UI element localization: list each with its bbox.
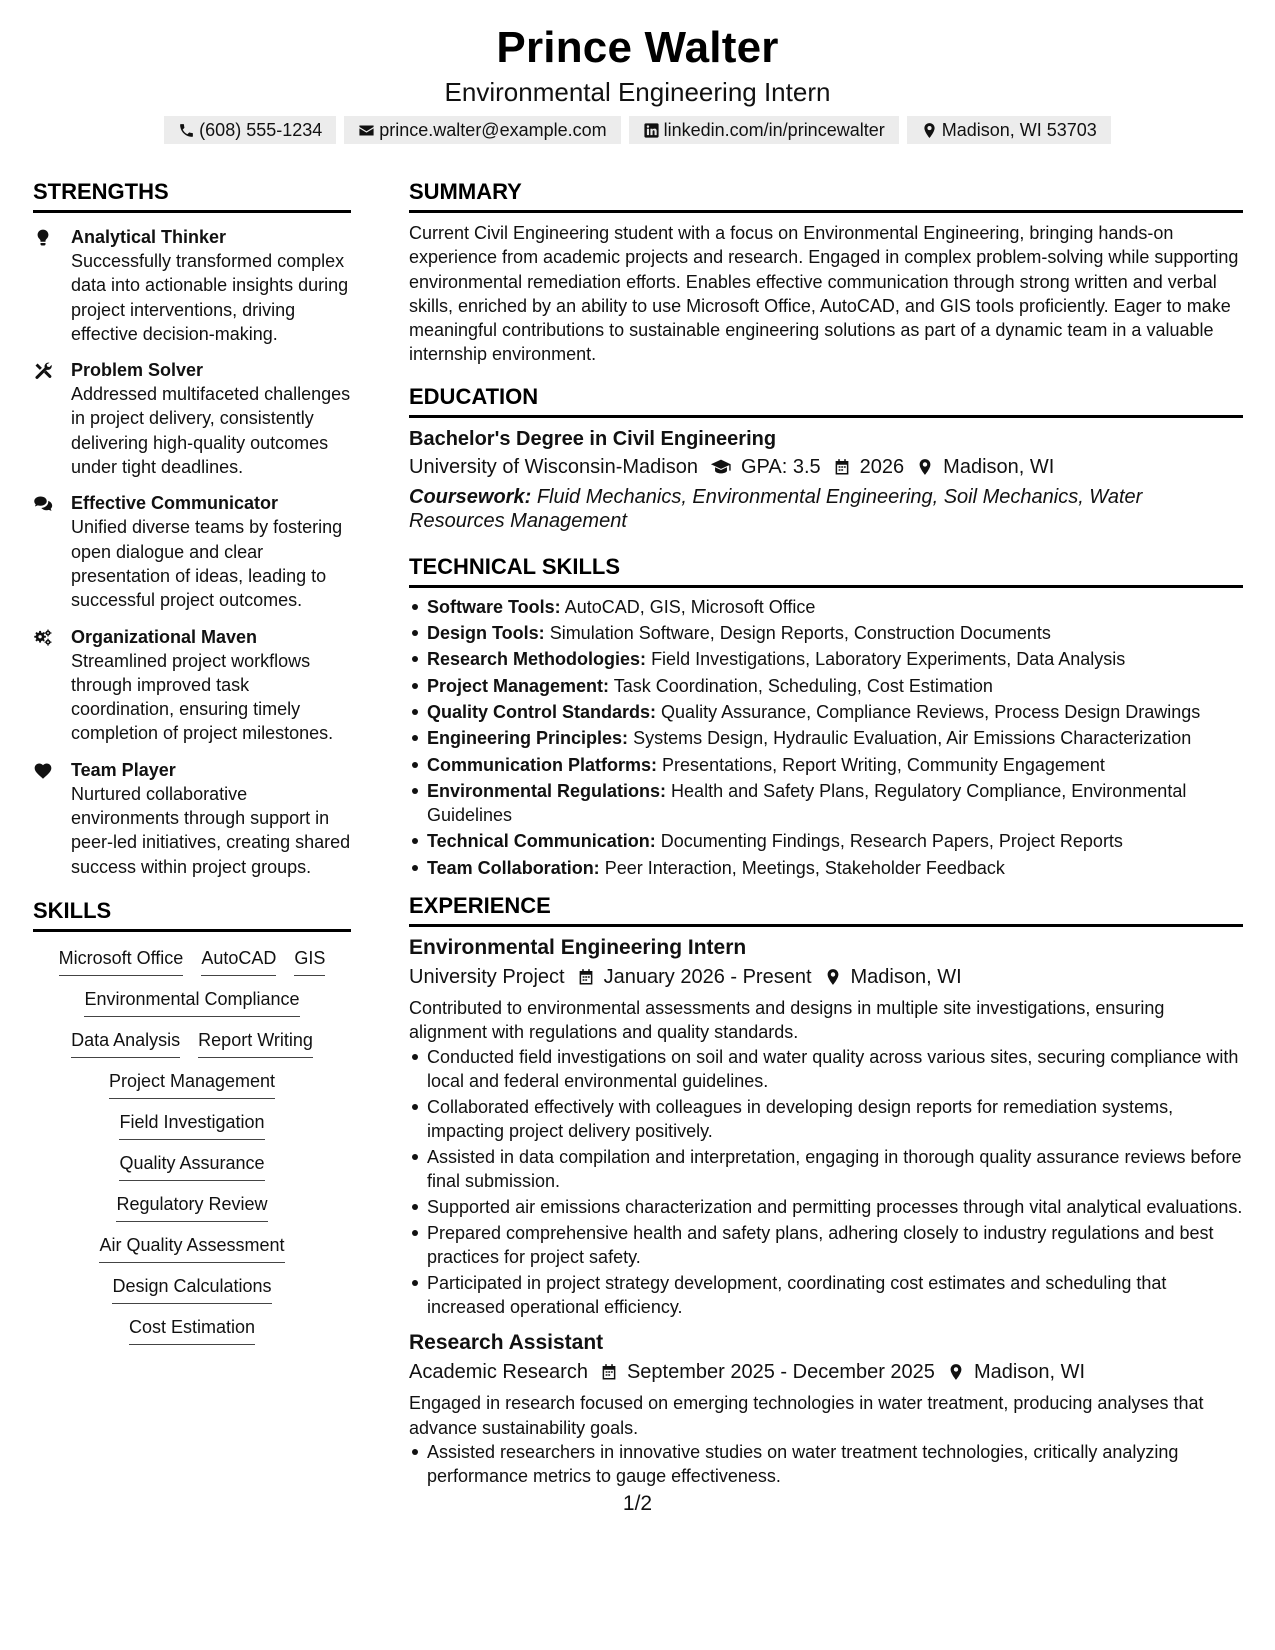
resume-header (0, 0, 1275, 144)
lightbulb-icon (33, 228, 53, 248)
strength-title: Problem Solver (71, 360, 204, 381)
comments-icon (33, 494, 53, 514)
graduation-cap-icon (710, 456, 732, 478)
school-name: University of Wisconsin-Madison (409, 455, 698, 478)
skills-heading: SKILLS (33, 897, 351, 932)
job-title: Research Assistant (409, 1331, 604, 1355)
job-entry (409, 1329, 1243, 1488)
coursework-list: Fluid Mechanics, Environmental Engineering, Soil Mechanics, Water Resources Management (409, 485, 1143, 532)
job-org: University Project (409, 966, 565, 989)
list-item: Prepared comprehensive health and safety plans, adhering closely to industry regulations and best practices for project safety. (409, 1221, 1243, 1270)
strength-desc: Successfully transformed complex data into actionable insights during project interventions, driving effective decision-making. (71, 251, 349, 344)
job-description: Engaged in research focused on emerging technologies in water treatment, producing analyses that advance sustainability goals. (409, 1393, 1204, 1438)
list-item: Technical Communication: Documenting Findings, Research Papers, Project Reports (409, 829, 1243, 853)
page-number: 1/2 (622, 1492, 653, 1515)
list-item: Engineering Principles: Systems Design, Hydraulic Evaluation, Air Emissions Characterization (409, 726, 1243, 750)
list-item: Communication Platforms: Presentations, Report Writing, Community Engagement (409, 753, 1243, 777)
list-item: Assisted researchers in innovative studies on water treatment technologies, critically analyzing performance metrics to gauge effectiveness. (409, 1440, 1243, 1489)
list-item: Team Collaboration: Peer Interaction, Meetings, Stakeholder Feedback (409, 856, 1243, 880)
tools-icon (33, 361, 53, 381)
strength-title: Organizational Maven (71, 626, 258, 647)
summary-heading: SUMMARY (409, 178, 1243, 213)
contact-phone-text: (608) 555-1234 (199, 120, 323, 140)
skill-tag: Project Management (109, 1069, 275, 1099)
strength-desc: Nurtured collaborative environments through support in peer-led initiatives, creating shared success within project groups. (71, 783, 351, 877)
skill-tag: Quality Assurance (119, 1151, 264, 1181)
job-location: Madison, WI (973, 1361, 1086, 1384)
contact-phone[interactable] (164, 116, 336, 144)
list-item: Assisted in data compilation and interpretation, engaging in thorough quality assurance reviews before final submission. (409, 1145, 1243, 1194)
coursework (409, 485, 1243, 533)
skill-tag: GIS (294, 946, 325, 976)
phone-icon (178, 122, 195, 139)
skill-tag: Report Writing (198, 1028, 313, 1058)
skills-list (33, 946, 351, 1345)
job-title: Environmental Engineering Intern (409, 936, 747, 960)
list-item: Participated in project strategy development, coordinating cost estimates and scheduling that increased operational efficiency. (409, 1271, 1243, 1320)
right-column (409, 178, 1243, 1490)
experience-heading: EXPERIENCE (409, 892, 1243, 927)
skill-tag: Design Calculations (112, 1274, 271, 1304)
strength-item (33, 225, 351, 346)
skill-tag: Environmental Compliance (84, 987, 299, 1017)
calendar-icon (833, 458, 851, 476)
strength-item (33, 491, 351, 612)
list-item: Supported air emissions characterization and permitting processes through vital analytical evaluations. (409, 1195, 1243, 1219)
summary-text: Current Civil Engineering student with a focus on Environmental Engineering, bringing hands-on experience from academic projects and research. Engaged in complex problem-solving while supporting environmental remediation efforts. Enables effective communication through strong written and verbal skills, enriched by an ability to use Microsoft Office, AutoCAD, and GIS tools proficiently. Eager to make meaningful contributions to sustainable engineering solutions as part of a dynamic team in a valuable internship environment. (409, 223, 1239, 365)
map-pin-icon (824, 968, 842, 986)
left-column (33, 178, 351, 1345)
contact-email-text: prince.walter@example.com (379, 120, 607, 140)
skill-tag: Cost Estimation (129, 1315, 255, 1345)
list-item: Design Tools: Simulation Software, Design Reports, Construction Documents (409, 621, 1243, 645)
envelope-icon (358, 122, 375, 139)
skill-tag: Field Investigation (119, 1110, 264, 1140)
education-heading: EDUCATION (409, 383, 1243, 418)
job-meta (409, 1357, 1243, 1387)
list-item: Environmental Regulations: Health and Safety Plans, Regulatory Compliance, Environmental Guidelines (409, 779, 1243, 828)
job-org: Academic Research (409, 1361, 588, 1384)
strengths-heading: STRENGTHS (33, 178, 351, 213)
strength-desc: Streamlined project workflows through improved task coordination, ensuring timely completion of project milestones. (71, 650, 334, 744)
strength-title: Effective Communicator (71, 493, 279, 514)
map-pin-icon (947, 1363, 965, 1381)
job-location: Madison, WI (850, 966, 962, 989)
gpa-text: GPA: 3.5 (740, 455, 821, 478)
candidate-name: Prince Walter (496, 23, 779, 72)
coursework-label: Coursework: (409, 485, 532, 508)
strength-desc: Unified diverse teams by fostering open dialogue and clear presentation of ideas, leading to successful project outcomes. (71, 517, 343, 611)
technical-skills-heading: TECHNICAL SKILLS (409, 553, 1243, 588)
strength-item (33, 358, 351, 479)
graduation-year: 2026 (859, 455, 905, 478)
job-meta (409, 962, 1243, 992)
skill-tag: AutoCAD (201, 946, 276, 976)
skill-tag: Data Analysis (71, 1028, 180, 1058)
contact-linkedin[interactable] (629, 116, 899, 144)
job-dates: September 2025 - December 2025 (626, 1361, 935, 1384)
contact-location-text: Madison, WI 53703 (941, 120, 1097, 140)
strength-item (33, 625, 351, 746)
job-bullets (409, 1045, 1243, 1320)
skill-tag: Microsoft Office (59, 946, 184, 976)
heart-icon (33, 761, 53, 781)
contact-linkedin-text: linkedin.com/in/princewalter (663, 120, 885, 140)
list-item: Collaborated effectively with colleagues in developing design reports for remediation systems, impacting project delivery positively. (409, 1095, 1243, 1144)
education-meta (409, 452, 1243, 482)
contact-bar (0, 116, 1275, 144)
strength-desc: Addressed multifaceted challenges in project delivery, consistently delivering high-quality outcomes under tight deadlines. (71, 384, 351, 478)
list-item: Conducted field investigations on soil and water quality across various sites, securing compliance with local and federal environmental guidelines. (409, 1045, 1243, 1094)
contact-email[interactable] (344, 116, 620, 144)
technical-skills-list (409, 595, 1243, 880)
candidate-title: Environmental Engineering Intern (444, 77, 831, 107)
gears-icon (33, 628, 53, 648)
linkedin-icon (643, 122, 660, 139)
job-dates: January 2026 - Present (603, 966, 812, 989)
strength-item (33, 758, 351, 879)
school-location: Madison, WI (943, 455, 1055, 478)
map-pin-icon (916, 458, 934, 476)
job-description: Contributed to environmental assessments and designs in multiple site investigations, ensuring alignment with regulations and quality standards. (409, 998, 1165, 1043)
calendar-icon (577, 968, 595, 986)
contact-location (907, 116, 1111, 144)
list-item: Research Methodologies: Field Investigations, Laboratory Experiments, Data Analysis (409, 647, 1243, 671)
strength-title: Team Player (71, 759, 176, 780)
strength-title: Analytical Thinker (71, 227, 227, 247)
skill-tag: Regulatory Review (116, 1192, 267, 1222)
list-item: Quality Control Standards: Quality Assurance, Compliance Reviews, Process Design Drawings (409, 700, 1243, 724)
degree-title: Bachelor's Degree in Civil Engineering (409, 427, 777, 450)
job-bullets (409, 1440, 1243, 1489)
map-pin-icon (921, 122, 938, 139)
job-entry (409, 934, 1243, 1319)
list-item: Project Management: Task Coordination, Scheduling, Cost Estimation (409, 674, 1243, 698)
calendar-icon (600, 1363, 618, 1381)
skill-tag: Air Quality Assessment (99, 1233, 284, 1263)
list-item: Software Tools: AutoCAD, GIS, Microsoft Office (409, 595, 1243, 619)
